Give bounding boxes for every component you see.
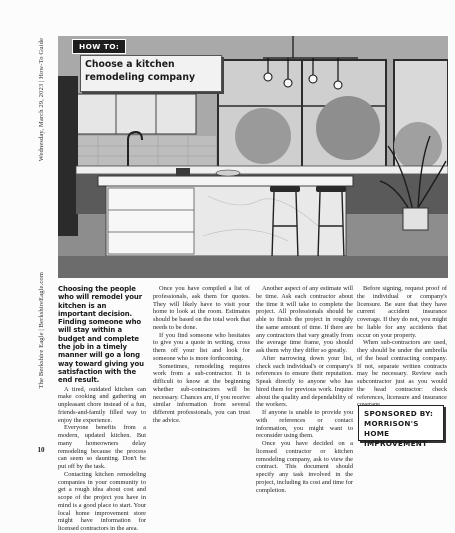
paragraph: When sub-contractors are used, they should be under the umbrella of the head contracting company. If not, separate written contracts may be necessary. Review each subcontractor just as you would the head contractor: check references, licensure and insurance	[357, 339, 447, 401]
rail-dateline	[33, 38, 49, 238]
page-number: 10	[37, 446, 45, 454]
article-column-4	[357, 285, 447, 409]
article-column-2	[153, 285, 250, 425]
sponsor-name: MORRISON'S HOME IMPROVEMENT	[364, 419, 428, 448]
paragraph: Another aspect of any estimate will be time. Ask each contractor about the time it will take to complete the project. All professionals should be able to finish the project in roughly the same amount of time. If there are any contractors that vary greatly from the average time frame, you should ask them why they differ so greatly.	[256, 285, 353, 354]
paragraph: Contacting kitchen remodeling companies in your community to get a rough idea about cost and scope of the project you have in mind is a good place to start. Your local home improvement store might have information for licensed contractors in the area.	[58, 470, 146, 533]
paragraph: Once you have compiled a list of professionals, ask them for quotes. They will likely have to visit your home to look at the room. Estimates should be based on the total work that needs to be done.	[153, 285, 250, 331]
paragraph: After narrowing down your list, check each individual's or company's references to ensure their reputation. Speak directly to anyone who has hired them for previous work. Inquire about the quality and dependability of the workers.	[256, 354, 353, 409]
paragraph: Before signing, request proof of the individual or company's licensure. Be sure that they have current accident insurance coverage. If they do not, you might be liable for any accidents that occur on your property.	[357, 285, 447, 339]
paragraph: A tired, outdated kitchen can make cooking and gathering an unpleasant chore instead of a fun, friends-and-family filled way to enjoy the experience.	[58, 385, 146, 424]
paragraph: Sometimes, remodeling requires work from a sub-contractor. It is difficult to know at the beginning whether sub-contractors will be necessary. Chances are, if you receive similar information from several different professionals, you can trust the advice.	[153, 362, 250, 424]
kicker-label: HOW TO:	[72, 39, 126, 54]
paragraph: If you find someone who hesitates to give you a quote in writing, cross them off your list and look for someone who is more forthcoming.	[153, 331, 250, 362]
sponsor-box	[358, 405, 444, 448]
paragraph: Everyone benefits from a modern, updated kitchen. But many homeowners delay remodeling because the process can seem so daunting. Don't be put off by the task.	[58, 424, 146, 471]
article-column-1	[58, 285, 146, 533]
article-lede: Choosing the people who will remodel your kitchen is an important decision. Finding someone who will stay within a budget and complete the job in a timely manner will go a long way toward giving you satisfaction with the end result.	[58, 285, 144, 385]
paragraph: If anyone is unable to provide you with references or contact information, you might want to reconsider using them.	[256, 409, 353, 440]
sponsor-label: SPONSORED BY:	[364, 409, 434, 418]
paragraph: Once you have decided on a licensed contractor or kitchen remodeling company, ask to view the contract. This document should specify any task involved in the project, including its cost and time for completion.	[256, 440, 353, 494]
dateline-text: Wednesday, March 29, 2023 | How-To Guide	[37, 38, 45, 162]
rail-publication	[33, 272, 49, 472]
article-headline: Choose a kitchen remodeling company	[85, 59, 196, 84]
article-column-3	[256, 285, 353, 494]
publication-text: The Berkshire Eagle | BerkshireEagle.com	[37, 272, 45, 389]
